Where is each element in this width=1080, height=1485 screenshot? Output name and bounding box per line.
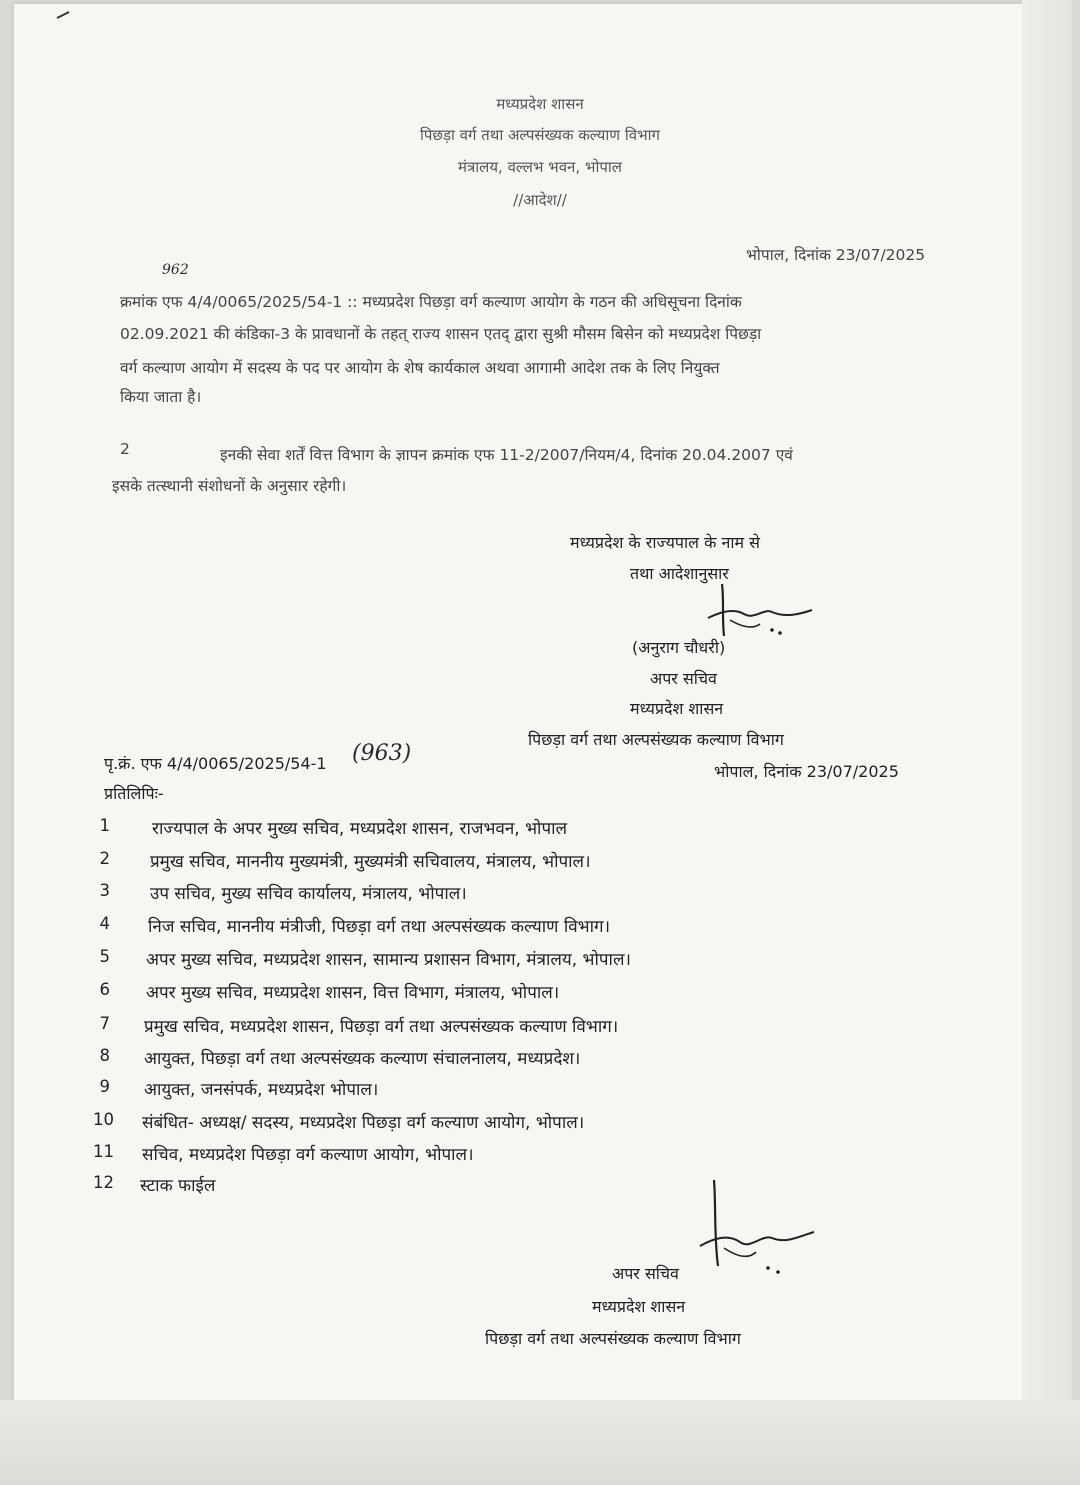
copy-list-number: 2: [99, 849, 110, 868]
copy-list-number: 6: [99, 980, 110, 999]
order-para1-line4: किया जाता है।: [120, 388, 202, 406]
signatory2-department: पिछड़ा वर्ग तथा अल्पसंख्यक कल्याण विभाग: [485, 1329, 741, 1348]
copy-list-number: 9: [99, 1077, 110, 1096]
by-order-line: तथा आदेशानुसार: [630, 564, 729, 583]
copy-to-label: प्रतिलिपिः-: [104, 784, 164, 803]
copy-list-item: निज सचिव, माननीय मंत्रीजी, पिछड़ा वर्ग तथा अल्पसंख्यक कल्याण विभाग।: [148, 917, 611, 937]
order-para2-line2: इसके तत्स्थानी संशोधनों के अनुसार रहेगी।: [112, 477, 347, 495]
signature-2: [690, 1176, 830, 1286]
signatory-designation: अपर सचिव: [650, 669, 717, 688]
order-para2-line1: इनकी सेवा शर्तें वित्त विभाग के ज्ञापन क्रमांक एफ 11-2/2007/नियम/4, दिनांक 20.04.2007 एवं: [220, 446, 793, 464]
handwritten-order-number: 962: [162, 262, 189, 278]
order-para1-line2: 02.09.2021 की कंडिका-3 के प्रावधानों के तहत् राज्य शासन एतद् द्वारा सुश्री मौसम बिसेन को मध्यप्रदेश पिछड़ा: [120, 325, 762, 343]
copy-list-item: प्रमुख सचिव, मध्यप्रदेश शासन, पिछड़ा वर्ग तथा अल्पसंख्यक कल्याण विभाग।: [144, 1017, 619, 1037]
copy-list-item: अपर मुख्य सचिव, मध्यप्रदेश शासन, वित्त विभाग, मंत्रालय, भोपाल।: [146, 983, 560, 1003]
order-para1-line3: वर्ग कल्याण आयोग में सदस्य के पद पर आयोग के शेष कार्यकाल अथवा आगामी आदेश तक के लिए नियुक्त: [120, 359, 720, 377]
signatory2-designation: अपर सचिव: [612, 1264, 679, 1283]
copy-list-number: 4: [99, 914, 110, 933]
copy-list-item: संबंधित- अध्यक्ष/ सदस्य, मध्यप्रदेश पिछड़ा वर्ग कल्याण आयोग, भोपाल।: [142, 1113, 585, 1133]
copy-list-number: 5: [99, 947, 110, 966]
copy-list-item: सचिव, मध्यप्रदेश पिछड़ा वर्ग कल्याण आयोग, भोपाल।: [142, 1145, 474, 1165]
copy-list-item: अपर मुख्य सचिव, मध्यप्रदेश शासन, सामान्य प्रशासन विभाग, मंत्रालय, भोपाल।: [146, 950, 631, 970]
copy-list-item: राज्यपाल के अपर मुख्य सचिव, मध्यप्रदेश शासन, राजभवन, भोपाल: [152, 819, 568, 839]
copy-list-number: 1: [99, 816, 110, 835]
copy-list-number: 10: [93, 1110, 114, 1129]
governor-name-line: मध्यप्रदेश के राज्यपाल के नाम से: [570, 533, 760, 552]
order-para2-number: 2: [120, 440, 130, 458]
copy-list-item: आयुक्त, जनसंपर्क, मध्यप्रदेश भोपाल।: [144, 1080, 379, 1100]
page-edge: [1022, 0, 1072, 1400]
handwritten-endorsement-number: (963): [352, 741, 412, 766]
copy-list-item: उप सचिव, मुख्य सचिव कार्यालय, मंत्रालय, भोपाल।: [150, 884, 467, 904]
signatory-government: मध्यप्रदेश शासन: [630, 699, 724, 718]
signatory-department: पिछड़ा वर्ग तथा अल्पसंख्यक कल्याण विभाग: [528, 730, 784, 749]
copy-list-number: 11: [93, 1142, 114, 1161]
copy-list-item: प्रमुख सचिव, माननीय मुख्यमंत्री, मुख्यमंत्री सचिवालय, मंत्रालय, भोपाल।: [150, 852, 591, 872]
copy-list-item: स्टाक फाईल: [140, 1176, 216, 1196]
copy-list-number: 12: [93, 1173, 114, 1192]
copy-list-number: 8: [99, 1046, 110, 1065]
signatory2-government: मध्यप्रदेश शासन: [592, 1297, 686, 1316]
header-department: पिछड़ा वर्ग तथा अल्पसंख्यक कल्याण विभाग: [420, 126, 660, 144]
copy-list-item: आयुक्त, पिछड़ा वर्ग तथा अल्पसंख्यक कल्याण संचालनालय, मध्यप्रदेश।: [144, 1049, 581, 1069]
signatory-name: (अनुराग चौधरी): [632, 638, 726, 657]
order-date: भोपाल, दिनांक 23/07/2025: [746, 246, 926, 264]
endorsement-reference: पृ.क्रं. एफ 4/4/0065/2025/54-1: [104, 754, 327, 773]
scan-background: [0, 1400, 1080, 1485]
copy-list-number: 3: [99, 881, 110, 900]
header-government: मध्यप्रदेश शासन: [496, 95, 584, 113]
header-address: मंत्रालय, वल्लभ भवन, भोपाल: [458, 158, 622, 176]
header-order-title: //आदेश//: [513, 191, 567, 209]
copy-list-number: 7: [99, 1014, 110, 1033]
order-para1-line1: क्रमांक एफ 4/4/0065/2025/54-1 :: मध्यप्रदेश पिछड़ा वर्ग कल्याण आयोग के गठन की अधिसूचना दिनांक: [120, 293, 742, 311]
corner-mark: [55, 8, 75, 22]
endorsement-date: भोपाल, दिनांक 23/07/2025: [714, 762, 899, 781]
